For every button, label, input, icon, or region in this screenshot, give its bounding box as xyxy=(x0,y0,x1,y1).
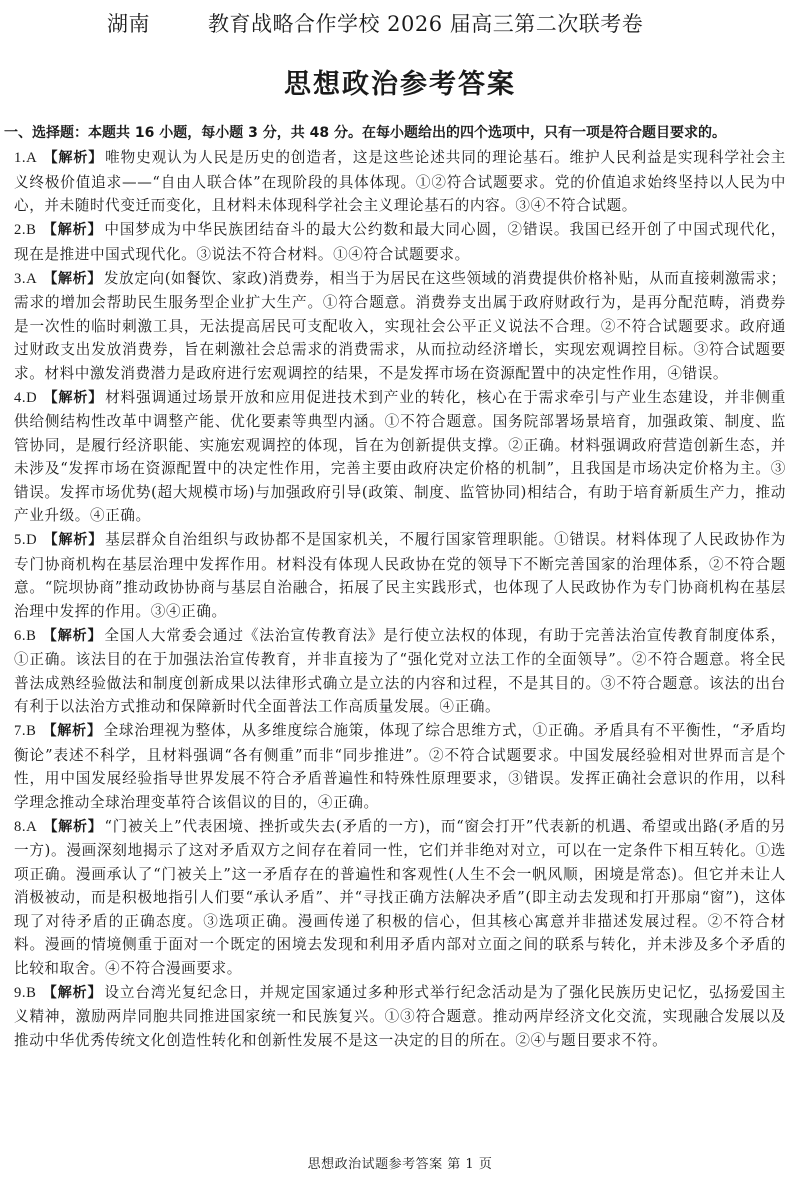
analysis-label: 【解析】 xyxy=(42,222,103,238)
question-number: 9. xyxy=(14,984,27,1001)
analysis-text: 全球治理视为整体，从多维度综合施策，体现了综合思维方式，①正确。矛盾具有不平衡性，“矛盾均衡论”表述不科学，且材料强调“各有侧重”而非“同步推进”。②不符合试题要求。中国发展经验相对世界而言是个性，用中国发展经验指导世界发展不符合矛盾普遍性和特殊性原理要求，③错误。发挥正确社会意识的作用，以科学理念推动全球治理变革符合该倡议的目的，④正确。 xyxy=(14,722,787,811)
page-footer: 思想政治试题参考答案 第 1 页 xyxy=(307,1157,493,1172)
answer-choice: B xyxy=(26,222,37,238)
answer-item xyxy=(14,528,786,623)
question-number: 2. xyxy=(14,222,27,238)
analysis-text: “门被关上”代表困境、挫折或失去(矛盾的一方)，而“窗会打开”代表新的机遇、希望或出路(矛盾的另一方)。漫画深刻地揭示了这对矛盾双方之间存在着同一性，它们并非绝对对立，可以在一定条件下相互转化。①选项正确。漫画承认了“门被关上”这一矛盾存在的普遍性和客观性(人生不会一帆风顺，困境是常态)。但它并未让人消极被动，而是积极地指引人们要“承认矛盾”、并“寻找正确方法解决矛盾”(即主动去发现和打开那扇“窗”)，这体现了对待矛盾的正确态度。③选项正确。漫画传递了积极的信心，但其核心寓意并非描述发展过程。②不符合材料。漫画的情境侧重于面对一个既定的困境去发现和利用矛盾内部对立面之间的联系与转化，并未涉及多个矛盾的比较和取舍。④不符合漫画要求。 xyxy=(14,817,786,977)
answer-item xyxy=(14,815,786,981)
question-number: 6. xyxy=(14,627,27,644)
answer-item xyxy=(14,624,786,719)
question-number: 4. xyxy=(14,389,27,406)
analysis-label: 【解析】 xyxy=(43,389,104,406)
analysis-label: 【解析】 xyxy=(43,270,102,287)
section-heading: 一、选择题：本题共 16 小题，每小题 3 分，共 48 分。在每小题给出的四个选项中，只有一项是符合题目要求的。 xyxy=(4,125,726,141)
answer-choice: A xyxy=(26,150,38,166)
answer-item xyxy=(14,146,786,218)
answer-choice: A xyxy=(26,270,38,287)
analysis-label: 【解析】 xyxy=(43,150,104,166)
question-number: 8. xyxy=(14,818,27,835)
question-number: 3. xyxy=(14,270,27,287)
analysis-text: 材料强调通过场景开放和应用促进技术到产业的转化，核心在于需求牵引与产业生态建设，并非侧重供给侧结构性改革中调整产能、优化要素等典型内涵。①不符合题意。国务院部署场景培育，加强政策、制度、监管协同，是履行经济职能、实施宏观调控的体现，旨在为创新提供支撑。②正确。材料强调政府营造创新生态，并未涉及“发挥市场在资源配置中的决定性作用，完善主要由政府决定价格的机制”，且我国是市场决定价格为主。③错误。发挥市场优势(超大规模市场)与加强政府引导(政策、制度、监管协同)相结合，有助于培育新质生产力，推动产业升级。④正确。 xyxy=(14,388,787,524)
analysis-text: 唯物史观认为人民是历史的创造者，这是这些论述共同的理论基石。维护人民利益是实现科学社会主义终极价值追求——“自由人联合体”在现阶段的具体体现。①②符合试题要求。党的价值追求始终坚持以人民为中心，并未随时代变迁而变化，且材料未体现科学社会主义理论基石的内容。③④不符合试题。 xyxy=(14,149,787,214)
header-exam-name: 教育战略合作学校 2026 届高三第二次联考卷 xyxy=(208,12,644,36)
question-number: 5. xyxy=(14,532,27,548)
question-number: 1. xyxy=(14,150,27,166)
answer-choice: A xyxy=(26,818,38,835)
answer-item xyxy=(14,719,786,814)
analysis-text: 发放定向(如餐饮、家政)消费券，相当于为居民在这些领域的消费提供价格补贴，从而直接刺激需求；需求的增加会帮助民生服务型企业扩大生产。①符合题意。消费券支出属于政府财政行为，是再分配范畴，消费券是一次性的临时刺激工具，无法提高居民可支配收入，实现社会公平正义说法不合理。②不符合试题要求。政府通过财政支出发放消费券，旨在刺激社会总需求的消费需求，从而拉动经济增长，实现宏观调控目标。③符合试题要求。材料中激发消费潜力是政府进行宏观调控的结果，不是发挥市场在资源配置中的决定性作用，④错误。 xyxy=(14,269,786,382)
page-title: 思想政治参考答案 xyxy=(284,69,516,100)
analysis-text: 全国人大常委会通过《法治宣传教育法》是行使立法权的体现，有助于完善法治宣传教育制度体系，①正确。该法目的在于加强法治宣传教育，并非直接为了“强化党对立法工作的全面领导”。②不符合题意。将全民普法成熟经验做法和制度创新成果以法律形式确立是立法的内容和过程，不是其目的。③不符合题意。该法的出台有利于以法治方式推动和保障新时代全面普法工作高质量发展。④正确。 xyxy=(14,626,786,715)
answer-item xyxy=(14,218,786,266)
analysis-label: 【解析】 xyxy=(42,723,102,739)
answer-item xyxy=(14,267,786,386)
analysis-label: 【解析】 xyxy=(42,627,103,644)
answer-list xyxy=(14,146,786,1053)
analysis-text: 基层群众自治组织与政协都不是国家机关，不履行国家管理职能。①错误。材料体现了人民政协作为专门协商机构在基层治理中发挥作用。材料没有体现人民政协在党的领导下不断完善国家的治理体系，②不符合题意。“院坝协商”推动政协协商与基层自治融合，拓展了民主实践形式，也体现了人民政协作为专门协商机构在基层治理中发挥的作用。③④正确。 xyxy=(14,531,787,620)
answer-item xyxy=(14,386,786,528)
answer-item xyxy=(14,981,786,1053)
answer-choice: B xyxy=(26,723,37,739)
question-number: 7. xyxy=(14,723,27,739)
answer-choice: B xyxy=(26,627,37,644)
answer-choice: D xyxy=(26,389,38,406)
answer-choice: B xyxy=(26,984,37,1001)
analysis-text: 设立台湾光复纪念日，并规定国家通过多种形式举行纪念活动是为了强化民族历史记忆，弘扬爱国主义精神，激励两岸同胞共同推进国家统一和民族复兴。①③符合题意。推动两岸经济文化交流，实现融合发展以及推动中华优秀传统文化创造性转化和创新性发展不是这一决定的目的所在。②④与题目要求不符。 xyxy=(14,983,786,1049)
answer-choice: D xyxy=(26,532,38,548)
analysis-label: 【解析】 xyxy=(43,532,104,548)
analysis-text: 中国梦成为中华民族团结奋斗的最大公约数和最大同心圆，②错误。我国已经开创了中国式现代化，现在是推进中国式现代化。③说法不符合材料。①④符合试题要求。 xyxy=(14,221,786,263)
analysis-label: 【解析】 xyxy=(43,818,103,835)
analysis-label: 【解析】 xyxy=(42,984,103,1001)
header-region: 湖南 xyxy=(107,12,150,36)
